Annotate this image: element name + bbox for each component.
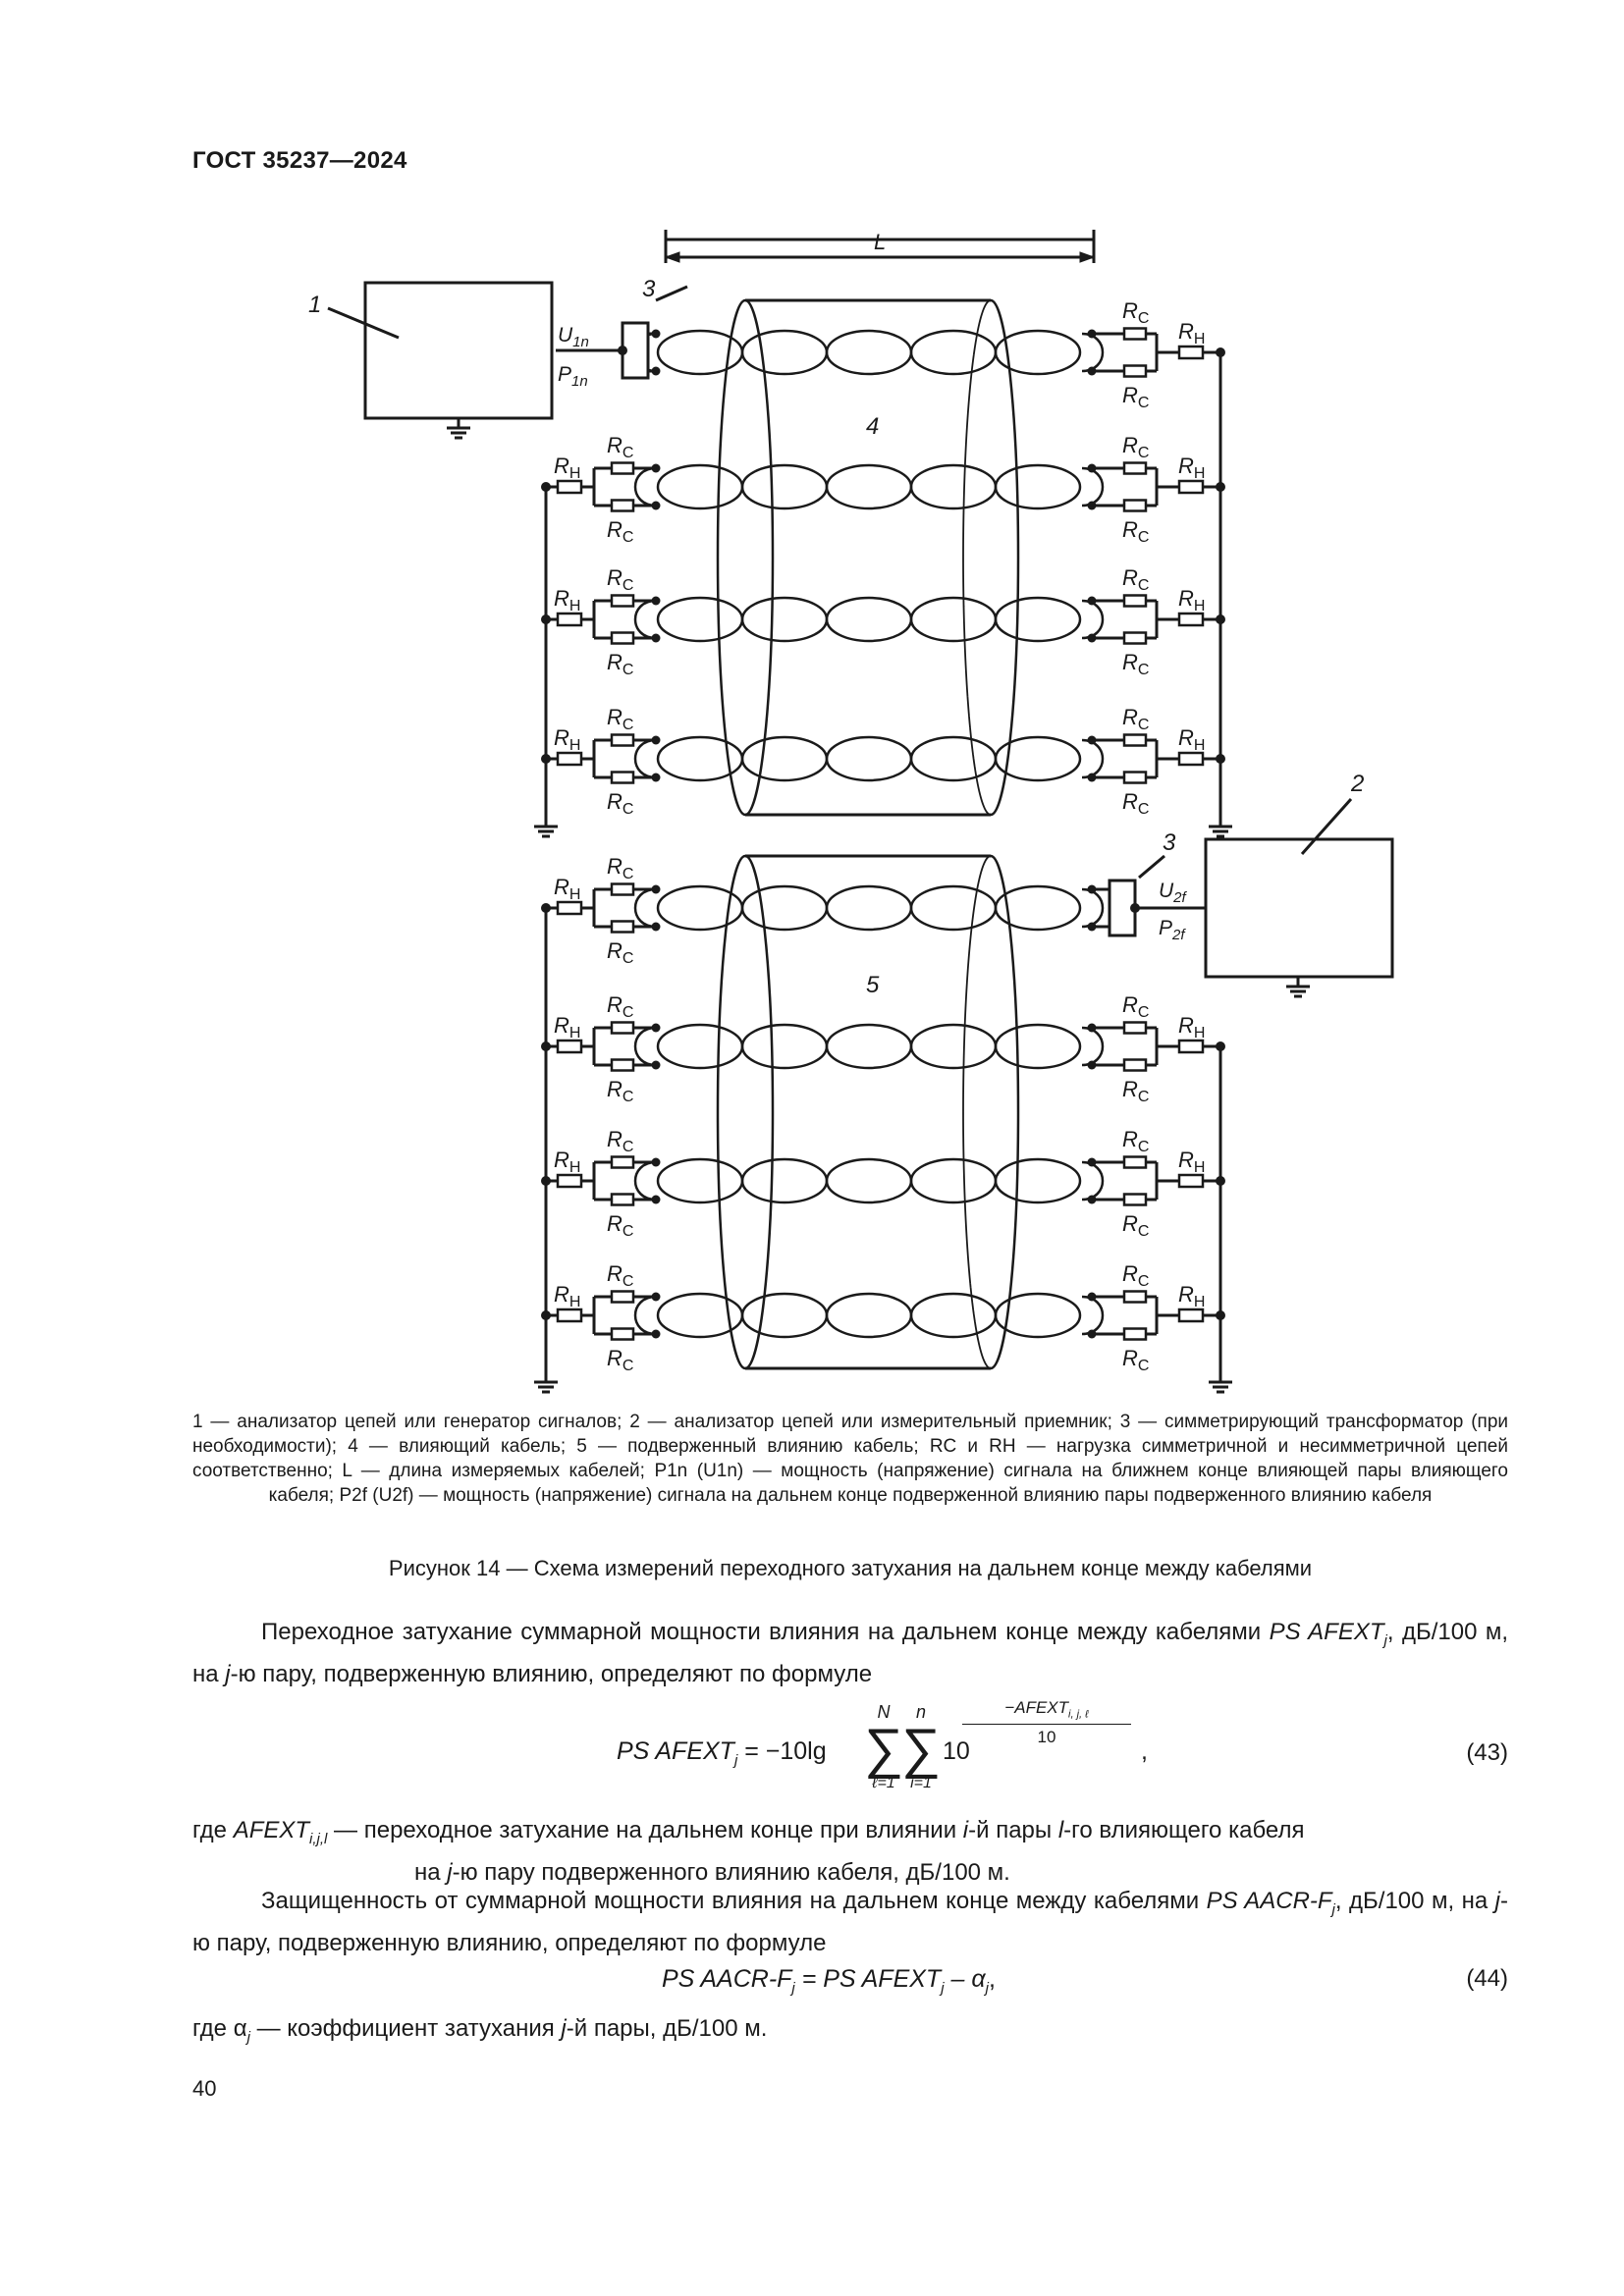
resistor-label: $R_С$ xyxy=(607,433,634,461)
resistor xyxy=(612,1157,633,1168)
cable-end-ellipse xyxy=(991,300,1018,815)
resistor-label-sub: С xyxy=(1137,1223,1150,1240)
resistor-label-sub: С xyxy=(622,717,634,733)
equation-number-43: (43) xyxy=(1466,1739,1508,1766)
resistor-label: $R_С$ xyxy=(607,517,634,546)
resistor-label-sub: Н xyxy=(1193,465,1206,482)
pair-end xyxy=(1082,740,1103,777)
resistor-label: $R_Н$ xyxy=(554,1148,581,1176)
resistor-label: $R_Н$ xyxy=(554,875,581,903)
resistor-label: $R_С$ xyxy=(1122,1261,1150,1290)
resistor-label: $R_С$ xyxy=(1122,992,1150,1021)
pair-end xyxy=(635,889,656,927)
formula-43: PS $AFEXT_j = -10\lg$ N ∑ ℓ=1 n ∑ i=1 10 $-AFEXT_{i, j, \ell}$ 10 , (43) xyxy=(617,1698,1508,1791)
twisted-pair-loop xyxy=(658,737,742,780)
resistor-label: $R_Н$ xyxy=(1178,319,1206,347)
paragraph-psaacr: Защищенность от суммарной мощности влияния на дальнем конце между кабелями PS AACR-$F_j$, дБ/100 м, на j-ю пару, подверженную влиянию, определяют по формуле xyxy=(192,1888,1508,1956)
twisted-pair-loop xyxy=(996,598,1080,641)
resistor xyxy=(558,614,581,625)
twisted-pair-loop xyxy=(827,1159,911,1202)
callout-line xyxy=(1302,799,1351,854)
resistor-label-sub: Н xyxy=(1193,1025,1206,1041)
resistor xyxy=(1179,614,1203,625)
pair-end xyxy=(1082,601,1103,638)
resistor xyxy=(1124,463,1146,474)
resistor xyxy=(1124,501,1146,511)
resistor xyxy=(558,902,581,914)
resistor-label: $R_С$ xyxy=(607,705,634,733)
twisted-pair-loop xyxy=(742,1025,827,1068)
resistor-label: $R_С$ xyxy=(607,789,634,818)
resistor-label-sub: С xyxy=(1137,1273,1150,1290)
equation-number-44: (44) xyxy=(1466,1965,1508,1992)
resistor-label-sub: С xyxy=(1137,662,1150,678)
callout-line xyxy=(656,287,687,300)
power-label: $P_{1n}$ xyxy=(558,363,588,390)
resistor xyxy=(612,773,633,783)
resistor xyxy=(1124,1195,1146,1205)
resistor-label-sub: С xyxy=(622,950,634,967)
where-clause-afext: где $AFEXT_{i,j,l}$ — переходное затухание на дальнем конце при влиянии i-й пары l-го влияющего кабеля на j-ю пару подверженного влиянию кабеля, дБ/100 м. xyxy=(192,1817,1305,1886)
twisted-pair-loop xyxy=(996,1159,1080,1202)
page-number: 40 xyxy=(192,2076,217,2101)
length-label: L xyxy=(874,230,887,254)
resistor-label-sub: С xyxy=(1137,801,1150,818)
resistor xyxy=(558,1041,581,1052)
resistor-label: $R_С$ xyxy=(607,938,634,967)
twisted-pair-loop xyxy=(742,331,827,374)
figure-legend: 1 — анализатор цепей или генератор сигналов; 2 — анализатор цепей или измерительный приемник; 3 — симметрирующий трансформатор (при необходимости); 4 — влияющий кабель; 5 — подверженный влиянию кабель; RС и RН — нагрузка симметричной и несимметричной цепей соответственно; L — длина измеряемых кабелей; P1n (U1n) — мощность (напряжение) сигнала на ближнем конце влияющей пары влияющего кабеля; P2f (U2f) — мощность (напряжение) сигнала на дальнем конце подверженной влиянию пары подверженного влиянию кабеля xyxy=(192,1412,1508,1506)
resistor xyxy=(612,1023,633,1034)
resistor-label-sub: С xyxy=(622,1004,634,1021)
resistor-label-sub: С xyxy=(622,866,634,882)
analyzer-2-box xyxy=(1206,839,1392,977)
resistor-label-sub: С xyxy=(1137,529,1150,546)
paragraph-psafext: Переходное затухание суммарной мощности влияния на дальнем конце между кабелями PS $AFEXT_j$, дБ/100 м, на j-ю пару, подверженную влиянию, определяют по формуле xyxy=(192,1619,1508,1687)
pair-end xyxy=(635,601,656,638)
resistor-label-sub: Н xyxy=(568,465,581,482)
resistor xyxy=(612,1060,633,1071)
resistor-label-sub: С xyxy=(622,1273,634,1290)
resistor xyxy=(1124,329,1146,340)
cable-end-ellipse xyxy=(718,300,773,815)
resistor-label: $R_С$ xyxy=(1122,1127,1150,1155)
resistor-label: $R_Н$ xyxy=(554,725,581,754)
resistor-label: $R_Н$ xyxy=(1178,1148,1206,1176)
resistor-label: $R_С$ xyxy=(1122,789,1150,818)
resistor xyxy=(558,753,581,765)
pair-end xyxy=(1082,1297,1103,1334)
twisted-pair-loop xyxy=(742,737,827,780)
resistor xyxy=(1124,1329,1146,1340)
resistor-label: $R_С$ xyxy=(607,1211,634,1240)
resistor xyxy=(612,1292,633,1303)
twisted-pair-loop xyxy=(658,598,742,641)
resistor-label: $R_С$ xyxy=(1122,517,1150,546)
twisted-pair-loop xyxy=(911,598,996,641)
resistor-label: $R_С$ xyxy=(607,565,634,594)
pair-end xyxy=(1082,334,1103,371)
resistor-label: $R_С$ xyxy=(1122,705,1150,733)
pair-end xyxy=(635,1297,656,1334)
resistor-label: $R_С$ xyxy=(607,854,634,882)
cable-end-ellipse xyxy=(718,856,773,1368)
resistor-label-sub: Н xyxy=(1193,1294,1206,1310)
resistor xyxy=(612,463,633,474)
balun-number: 3 xyxy=(642,276,656,302)
twisted-pair-loop xyxy=(658,465,742,508)
resistor xyxy=(558,1175,581,1187)
resistor-label: $R_Н$ xyxy=(554,454,581,482)
twisted-pair-loop xyxy=(827,886,911,930)
device-number: 1 xyxy=(308,292,322,318)
twisted-pair-loop xyxy=(742,1294,827,1337)
resistor-label-sub: С xyxy=(1137,577,1150,594)
resistor-label-sub: Н xyxy=(1193,331,1206,347)
resistor-label: $R_С$ xyxy=(607,1127,634,1155)
resistor-label: $R_С$ xyxy=(1122,1346,1150,1374)
pair-end xyxy=(1082,1162,1103,1200)
where-clause-alpha: где $\alpha_j$ — коэффициент затухания j-й пары, дБ/100 м. xyxy=(192,2015,768,2046)
cable-number: 5 xyxy=(866,972,880,998)
twisted-pair-loop xyxy=(911,1294,996,1337)
resistor xyxy=(1124,366,1146,377)
twisted-pair-loop xyxy=(827,331,911,374)
resistor xyxy=(612,633,633,644)
resistor xyxy=(1124,1292,1146,1303)
label-sub: 2f xyxy=(1173,889,1186,906)
twisted-pair-loop xyxy=(742,886,827,930)
resistor-label-sub: С xyxy=(1137,1358,1150,1374)
resistor-label-sub: С xyxy=(1137,1004,1150,1021)
resistor xyxy=(612,596,633,607)
resistor-label-sub: С xyxy=(1137,1139,1150,1155)
pair-end xyxy=(1082,1028,1103,1065)
resistor-label: $R_С$ xyxy=(1122,650,1150,678)
pair-end xyxy=(635,1028,656,1065)
resistor xyxy=(1179,753,1203,765)
label-sub: 1n xyxy=(572,334,589,350)
resistor-label: $R_С$ xyxy=(607,1261,634,1290)
twisted-pair-loop xyxy=(911,737,996,780)
label-sub: 2f xyxy=(1172,927,1185,943)
resistor xyxy=(1179,347,1203,358)
resistor-label-sub: С xyxy=(622,1223,634,1240)
twisted-pair-loop xyxy=(742,465,827,508)
pair-end xyxy=(1082,468,1103,506)
twisted-pair-loop xyxy=(742,598,827,641)
voltage-label: $U_{1n}$ xyxy=(558,324,589,350)
resistor-label-sub: С xyxy=(1137,310,1150,327)
resistor xyxy=(558,481,581,493)
resistor-label-sub: Н xyxy=(568,598,581,614)
resistor-label-sub: Н xyxy=(1193,598,1206,614)
resistor-label-sub: Н xyxy=(1193,1159,1206,1176)
resistor-label: $R_С$ xyxy=(1122,433,1150,461)
resistor-label: $R_С$ xyxy=(1122,298,1150,327)
resistor-label: $R_Н$ xyxy=(1178,1282,1206,1310)
resistor-label-sub: С xyxy=(622,445,634,461)
resistor-label-sub: С xyxy=(622,801,634,818)
document-header: ГОСТ 35237—2024 xyxy=(192,147,407,174)
power-label: $P_{2f}$ xyxy=(1159,917,1185,943)
twisted-pair-loop xyxy=(827,1025,911,1068)
formula-44: PS AACR-$F_j$ = PS $AFEXT_j - \alpha_j$, (44) xyxy=(662,1965,1508,1997)
resistor-label: $R_С$ xyxy=(1122,565,1150,594)
resistor xyxy=(1124,1060,1146,1071)
resistor-label-sub: Н xyxy=(1193,737,1206,754)
resistor-label: $R_Н$ xyxy=(1178,586,1206,614)
resistor-label: $R_С$ xyxy=(607,1346,634,1374)
resistor-label: $R_Н$ xyxy=(1178,454,1206,482)
resistor xyxy=(1124,1023,1146,1034)
resistor-label-sub: С xyxy=(622,529,634,546)
label-sub: 1n xyxy=(571,373,588,390)
pair-end xyxy=(1082,889,1103,927)
resistor xyxy=(558,1309,581,1321)
resistor-label-sub: С xyxy=(622,1139,634,1155)
resistor-label-sub: С xyxy=(622,1089,634,1105)
resistor-label-sub: С xyxy=(1137,717,1150,733)
twisted-pair-loop xyxy=(742,1159,827,1202)
resistor xyxy=(1179,1175,1203,1187)
resistor-label: $R_Н$ xyxy=(1178,725,1206,754)
resistor-label: $R_Н$ xyxy=(554,586,581,614)
resistor-label: $R_С$ xyxy=(607,992,634,1021)
resistor xyxy=(1179,481,1203,493)
resistor xyxy=(1124,596,1146,607)
resistor xyxy=(1124,633,1146,644)
twisted-pair-loop xyxy=(827,737,911,780)
figure-caption: Рисунок 14 — Схема измерений переходного затухания на дальнем конце между кабелями xyxy=(388,1556,1313,1580)
resistor xyxy=(1124,735,1146,746)
pair-end xyxy=(635,740,656,777)
resistor-label-sub: С xyxy=(1137,395,1150,411)
resistor-label: $R_С$ xyxy=(1122,1211,1150,1240)
device-number: 2 xyxy=(1351,771,1365,797)
resistor xyxy=(612,1195,633,1205)
resistor-label: $R_С$ xyxy=(607,650,634,678)
resistor-label: $R_С$ xyxy=(607,1077,634,1105)
balun-number: 3 xyxy=(1163,829,1176,856)
twisted-pair-loop xyxy=(911,1025,996,1068)
resistor xyxy=(1124,773,1146,783)
resistor-label: $R_С$ xyxy=(1122,1077,1150,1105)
resistor-label-sub: Н xyxy=(568,1294,581,1310)
fraction-line xyxy=(962,1724,1131,1725)
twisted-pair-loop xyxy=(911,331,996,374)
cable-end-ellipse xyxy=(991,856,1018,1368)
resistor xyxy=(612,884,633,895)
resistor-label: $R_Н$ xyxy=(554,1013,581,1041)
resistor xyxy=(1179,1309,1203,1321)
resistor xyxy=(1179,1041,1203,1052)
resistor-label-sub: С xyxy=(622,1358,634,1374)
twisted-pair-loop xyxy=(658,1025,742,1068)
twisted-pair-loop xyxy=(911,465,996,508)
analyzer-1-box xyxy=(365,283,552,418)
resistor xyxy=(612,735,633,746)
resistor xyxy=(612,922,633,933)
twisted-pair-loop xyxy=(996,1025,1080,1068)
twisted-pair-loop xyxy=(996,465,1080,508)
cable-end-ellipse xyxy=(963,856,991,1368)
resistor-label-sub: Н xyxy=(568,1025,581,1041)
resistor-label-sub: С xyxy=(1137,1089,1150,1105)
sum-symbol: ∑ xyxy=(901,1717,941,1779)
resistor xyxy=(612,501,633,511)
twisted-pair-loop xyxy=(911,1159,996,1202)
pair-end xyxy=(635,1162,656,1200)
resistor-label-sub: Н xyxy=(568,1159,581,1176)
twisted-pair-loop xyxy=(658,1159,742,1202)
resistor-label-sub: С xyxy=(1137,445,1150,461)
resistor-label-sub: С xyxy=(622,577,634,594)
resistor-label: $R_Н$ xyxy=(554,1282,581,1310)
twisted-pair-loop xyxy=(827,598,911,641)
resistor-label: $R_Н$ xyxy=(1178,1013,1206,1041)
resistor-label-sub: С xyxy=(622,662,634,678)
resistor-label-sub: Н xyxy=(568,737,581,754)
resistor-label-sub: Н xyxy=(568,886,581,903)
twisted-pair-loop xyxy=(911,886,996,930)
twisted-pair-loop xyxy=(827,1294,911,1337)
resistor xyxy=(612,1329,633,1340)
cable-number: 4 xyxy=(866,413,880,440)
voltage-label: $U_{2f}$ xyxy=(1159,880,1186,906)
sum-symbol: ∑ xyxy=(864,1717,903,1779)
resistor-label: $R_С$ xyxy=(1122,383,1150,411)
resistor xyxy=(1124,1157,1146,1168)
pair-end xyxy=(635,468,656,506)
callout-line xyxy=(328,308,399,338)
callout-line xyxy=(1139,856,1164,878)
twisted-pair-loop xyxy=(827,465,911,508)
